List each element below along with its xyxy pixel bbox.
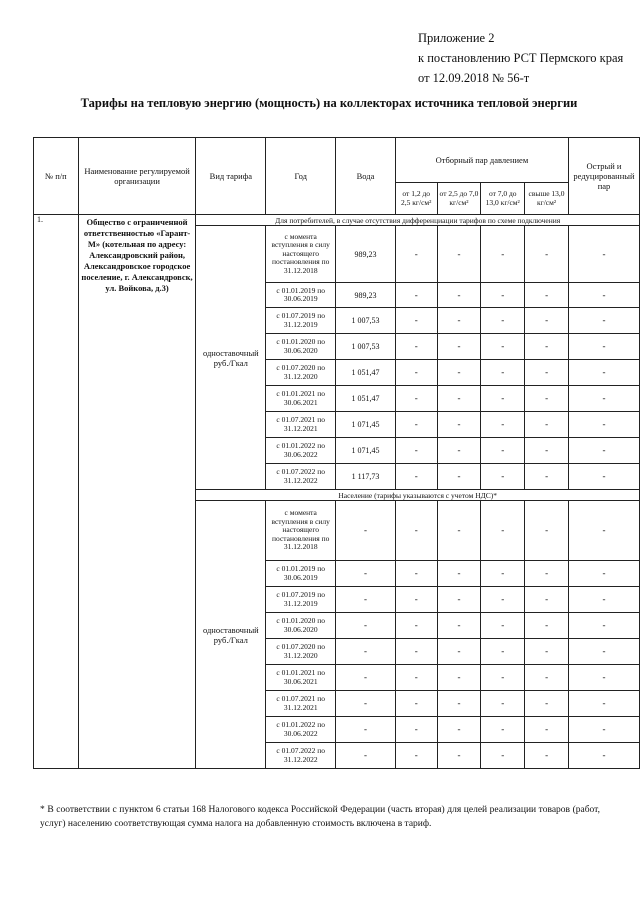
- steam-value: -: [437, 226, 481, 283]
- steam-value: -: [395, 226, 437, 283]
- steam-value: -: [525, 438, 569, 464]
- steam-value: -: [525, 743, 569, 769]
- steam-value: -: [568, 464, 639, 490]
- steam-value: -: [437, 691, 481, 717]
- steam-value: -: [395, 743, 437, 769]
- period-cell: с момента вступления в силу настоящего постановления по 31.12.2018: [266, 501, 336, 561]
- header-tariff-type: Вид тарифа: [196, 138, 266, 215]
- steam-value: -: [525, 360, 569, 386]
- steam-value: -: [481, 464, 525, 490]
- steam-value: -: [568, 639, 639, 665]
- water-value: -: [336, 501, 396, 561]
- period-cell: с 01.07.2022 по 31.12.2022: [266, 464, 336, 490]
- steam-value: -: [568, 691, 639, 717]
- header-steam: Отборный пар давлением: [395, 138, 568, 183]
- section-consumers: Для потребителей, в случае отсутствия дифференциации тарифов по схеме подключения: [196, 215, 640, 226]
- appendix-line-1: Приложение 2: [418, 31, 495, 45]
- steam-value: -: [437, 639, 481, 665]
- steam-value: -: [568, 438, 639, 464]
- period-cell: с 01.07.2021 по 31.12.2021: [266, 412, 336, 438]
- period-cell: с 01.01.2020 по 30.06.2020: [266, 613, 336, 639]
- water-value: -: [336, 743, 396, 769]
- steam-value: -: [437, 412, 481, 438]
- water-value: 989,23: [336, 226, 396, 283]
- period-cell: с 01.07.2020 по 31.12.2020: [266, 639, 336, 665]
- appendix-header: [418, 28, 623, 88]
- header-water: Вода: [336, 138, 396, 215]
- steam-value: -: [437, 386, 481, 412]
- steam-value: -: [525, 613, 569, 639]
- steam-value: -: [437, 360, 481, 386]
- appendix-line-2: к постановлению РСТ Пермского края: [418, 51, 624, 65]
- steam-value: -: [481, 665, 525, 691]
- water-value: 1 051,47: [336, 360, 396, 386]
- steam-value: -: [568, 613, 639, 639]
- period-cell: с 01.01.2019 по 30.06.2019: [266, 561, 336, 587]
- steam-value: -: [481, 283, 525, 308]
- water-value: 989,23: [336, 283, 396, 308]
- water-value: 1 007,53: [336, 308, 396, 334]
- steam-value: -: [568, 386, 639, 412]
- period-cell: с 01.01.2021 по 30.06.2021: [266, 665, 336, 691]
- steam-value: -: [437, 308, 481, 334]
- header-organization: Наименование регулируемой организации: [78, 138, 196, 215]
- steam-value: -: [481, 308, 525, 334]
- steam-value: -: [437, 464, 481, 490]
- water-value: 1 007,53: [336, 334, 396, 360]
- steam-value: -: [481, 226, 525, 283]
- water-value: 1 117,73: [336, 464, 396, 490]
- steam-value: -: [525, 691, 569, 717]
- section-population: Население (тарифы указываются с учетом НДС)*: [196, 490, 640, 501]
- steam-value: -: [395, 308, 437, 334]
- steam-value: -: [395, 438, 437, 464]
- steam-value: -: [525, 412, 569, 438]
- steam-value: -: [568, 226, 639, 283]
- footnote: * В соответствии с пунктом 6 статьи 168 Налогового кодекса Российской Федерации (часть вторая) для целей реализации товаров (работ, услуг) населению соответствующая сумма налога на добавленную стоимость включена в тариф.: [40, 805, 600, 829]
- steam-value: -: [568, 308, 639, 334]
- period-cell: с 01.07.2019 по 31.12.2019: [266, 587, 336, 613]
- steam-value: -: [568, 561, 639, 587]
- steam-value: -: [395, 412, 437, 438]
- period-cell: с 01.07.2021 по 31.12.2021: [266, 691, 336, 717]
- period-cell: с 01.01.2019 по 30.06.2019: [266, 283, 336, 308]
- period-cell: с 01.01.2021 по 30.06.2021: [266, 386, 336, 412]
- appendix-line-3: от 12.09.2018 № 56-т: [418, 71, 530, 85]
- steam-value: -: [395, 665, 437, 691]
- steam-value: -: [481, 334, 525, 360]
- header-steam-4: свыше 13,0 кг/см²: [525, 183, 569, 215]
- steam-value: -: [525, 639, 569, 665]
- steam-value: -: [568, 717, 639, 743]
- header-year: Год: [266, 138, 336, 215]
- steam-value: -: [481, 691, 525, 717]
- period-cell: с момента вступления в силу настоящего постановления по 31.12.2018: [266, 226, 336, 283]
- steam-value: -: [437, 561, 481, 587]
- period-cell: с 01.07.2020 по 31.12.2020: [266, 360, 336, 386]
- water-value: 1 071,45: [336, 412, 396, 438]
- steam-value: -: [481, 386, 525, 412]
- water-value: -: [336, 561, 396, 587]
- water-value: 1 051,47: [336, 386, 396, 412]
- steam-value: -: [481, 501, 525, 561]
- steam-value: -: [395, 717, 437, 743]
- steam-value: -: [481, 438, 525, 464]
- steam-value: -: [568, 501, 639, 561]
- row-number: 1.: [34, 215, 79, 769]
- steam-value: -: [395, 334, 437, 360]
- steam-value: -: [525, 283, 569, 308]
- steam-value: -: [395, 501, 437, 561]
- water-value: -: [336, 639, 396, 665]
- steam-value: -: [395, 691, 437, 717]
- header-steam-2: от 2,5 до 7,0 кг/см²: [437, 183, 481, 215]
- steam-value: -: [437, 283, 481, 308]
- steam-value: -: [481, 360, 525, 386]
- steam-value: -: [481, 561, 525, 587]
- period-cell: с 01.07.2019 по 31.12.2019: [266, 308, 336, 334]
- period-cell: с 01.01.2022 по 30.06.2022: [266, 438, 336, 464]
- period-cell: с 01.01.2022 по 30.06.2022: [266, 717, 336, 743]
- steam-value: -: [568, 334, 639, 360]
- steam-value: -: [568, 665, 639, 691]
- steam-value: -: [437, 438, 481, 464]
- steam-value: -: [525, 386, 569, 412]
- steam-value: -: [525, 308, 569, 334]
- header-num: № п/п: [34, 138, 79, 215]
- steam-value: -: [395, 587, 437, 613]
- steam-value: -: [481, 613, 525, 639]
- steam-value: -: [568, 587, 639, 613]
- steam-value: -: [395, 386, 437, 412]
- steam-value: -: [437, 743, 481, 769]
- steam-value: -: [525, 561, 569, 587]
- consumers-tariff-type: одноставочный руб./Гкал: [196, 226, 266, 490]
- steam-value: -: [568, 743, 639, 769]
- steam-value: -: [481, 587, 525, 613]
- steam-value: -: [395, 613, 437, 639]
- steam-value: -: [525, 717, 569, 743]
- water-value: -: [336, 691, 396, 717]
- steam-value: -: [568, 360, 639, 386]
- steam-value: -: [525, 464, 569, 490]
- water-value: -: [336, 717, 396, 743]
- steam-value: -: [395, 283, 437, 308]
- header-sharp-steam: Острый и редуцированный пар: [568, 138, 639, 215]
- steam-value: -: [437, 334, 481, 360]
- document-title: Тарифы на тепловую энергию (мощность) на коллекторах источника тепловой энергии: [80, 96, 578, 110]
- steam-value: -: [437, 587, 481, 613]
- steam-value: -: [525, 501, 569, 561]
- water-value: -: [336, 587, 396, 613]
- water-value: -: [336, 613, 396, 639]
- water-value: 1 071,45: [336, 438, 396, 464]
- organization-name: Общество с ограниченной ответственностью «Гарант-М» (котельная по адресу: Александровский район, Александровское городское поселение, г. Александровск, ул. Войкова, д.3): [78, 215, 196, 769]
- steam-value: -: [481, 743, 525, 769]
- steam-value: -: [525, 226, 569, 283]
- population-tariff-type: одноставочный руб./Гкал: [196, 501, 266, 769]
- steam-value: -: [395, 360, 437, 386]
- steam-value: -: [437, 665, 481, 691]
- steam-value: -: [395, 561, 437, 587]
- steam-value: -: [437, 613, 481, 639]
- steam-value: -: [481, 412, 525, 438]
- header-steam-3: от 7,0 до 13,0 кг/см²: [481, 183, 525, 215]
- steam-value: -: [525, 334, 569, 360]
- steam-value: -: [481, 639, 525, 665]
- tariff-table: [33, 137, 640, 769]
- steam-value: -: [395, 639, 437, 665]
- steam-value: -: [437, 717, 481, 743]
- steam-value: -: [568, 412, 639, 438]
- steam-value: -: [481, 717, 525, 743]
- period-cell: с 01.07.2022 по 31.12.2022: [266, 743, 336, 769]
- period-cell: с 01.01.2020 по 30.06.2020: [266, 334, 336, 360]
- steam-value: -: [437, 501, 481, 561]
- steam-value: -: [568, 283, 639, 308]
- steam-value: -: [395, 464, 437, 490]
- water-value: -: [336, 665, 396, 691]
- steam-value: -: [525, 665, 569, 691]
- header-steam-1: от 1,2 до 2,5 кг/см²: [395, 183, 437, 215]
- steam-value: -: [525, 587, 569, 613]
